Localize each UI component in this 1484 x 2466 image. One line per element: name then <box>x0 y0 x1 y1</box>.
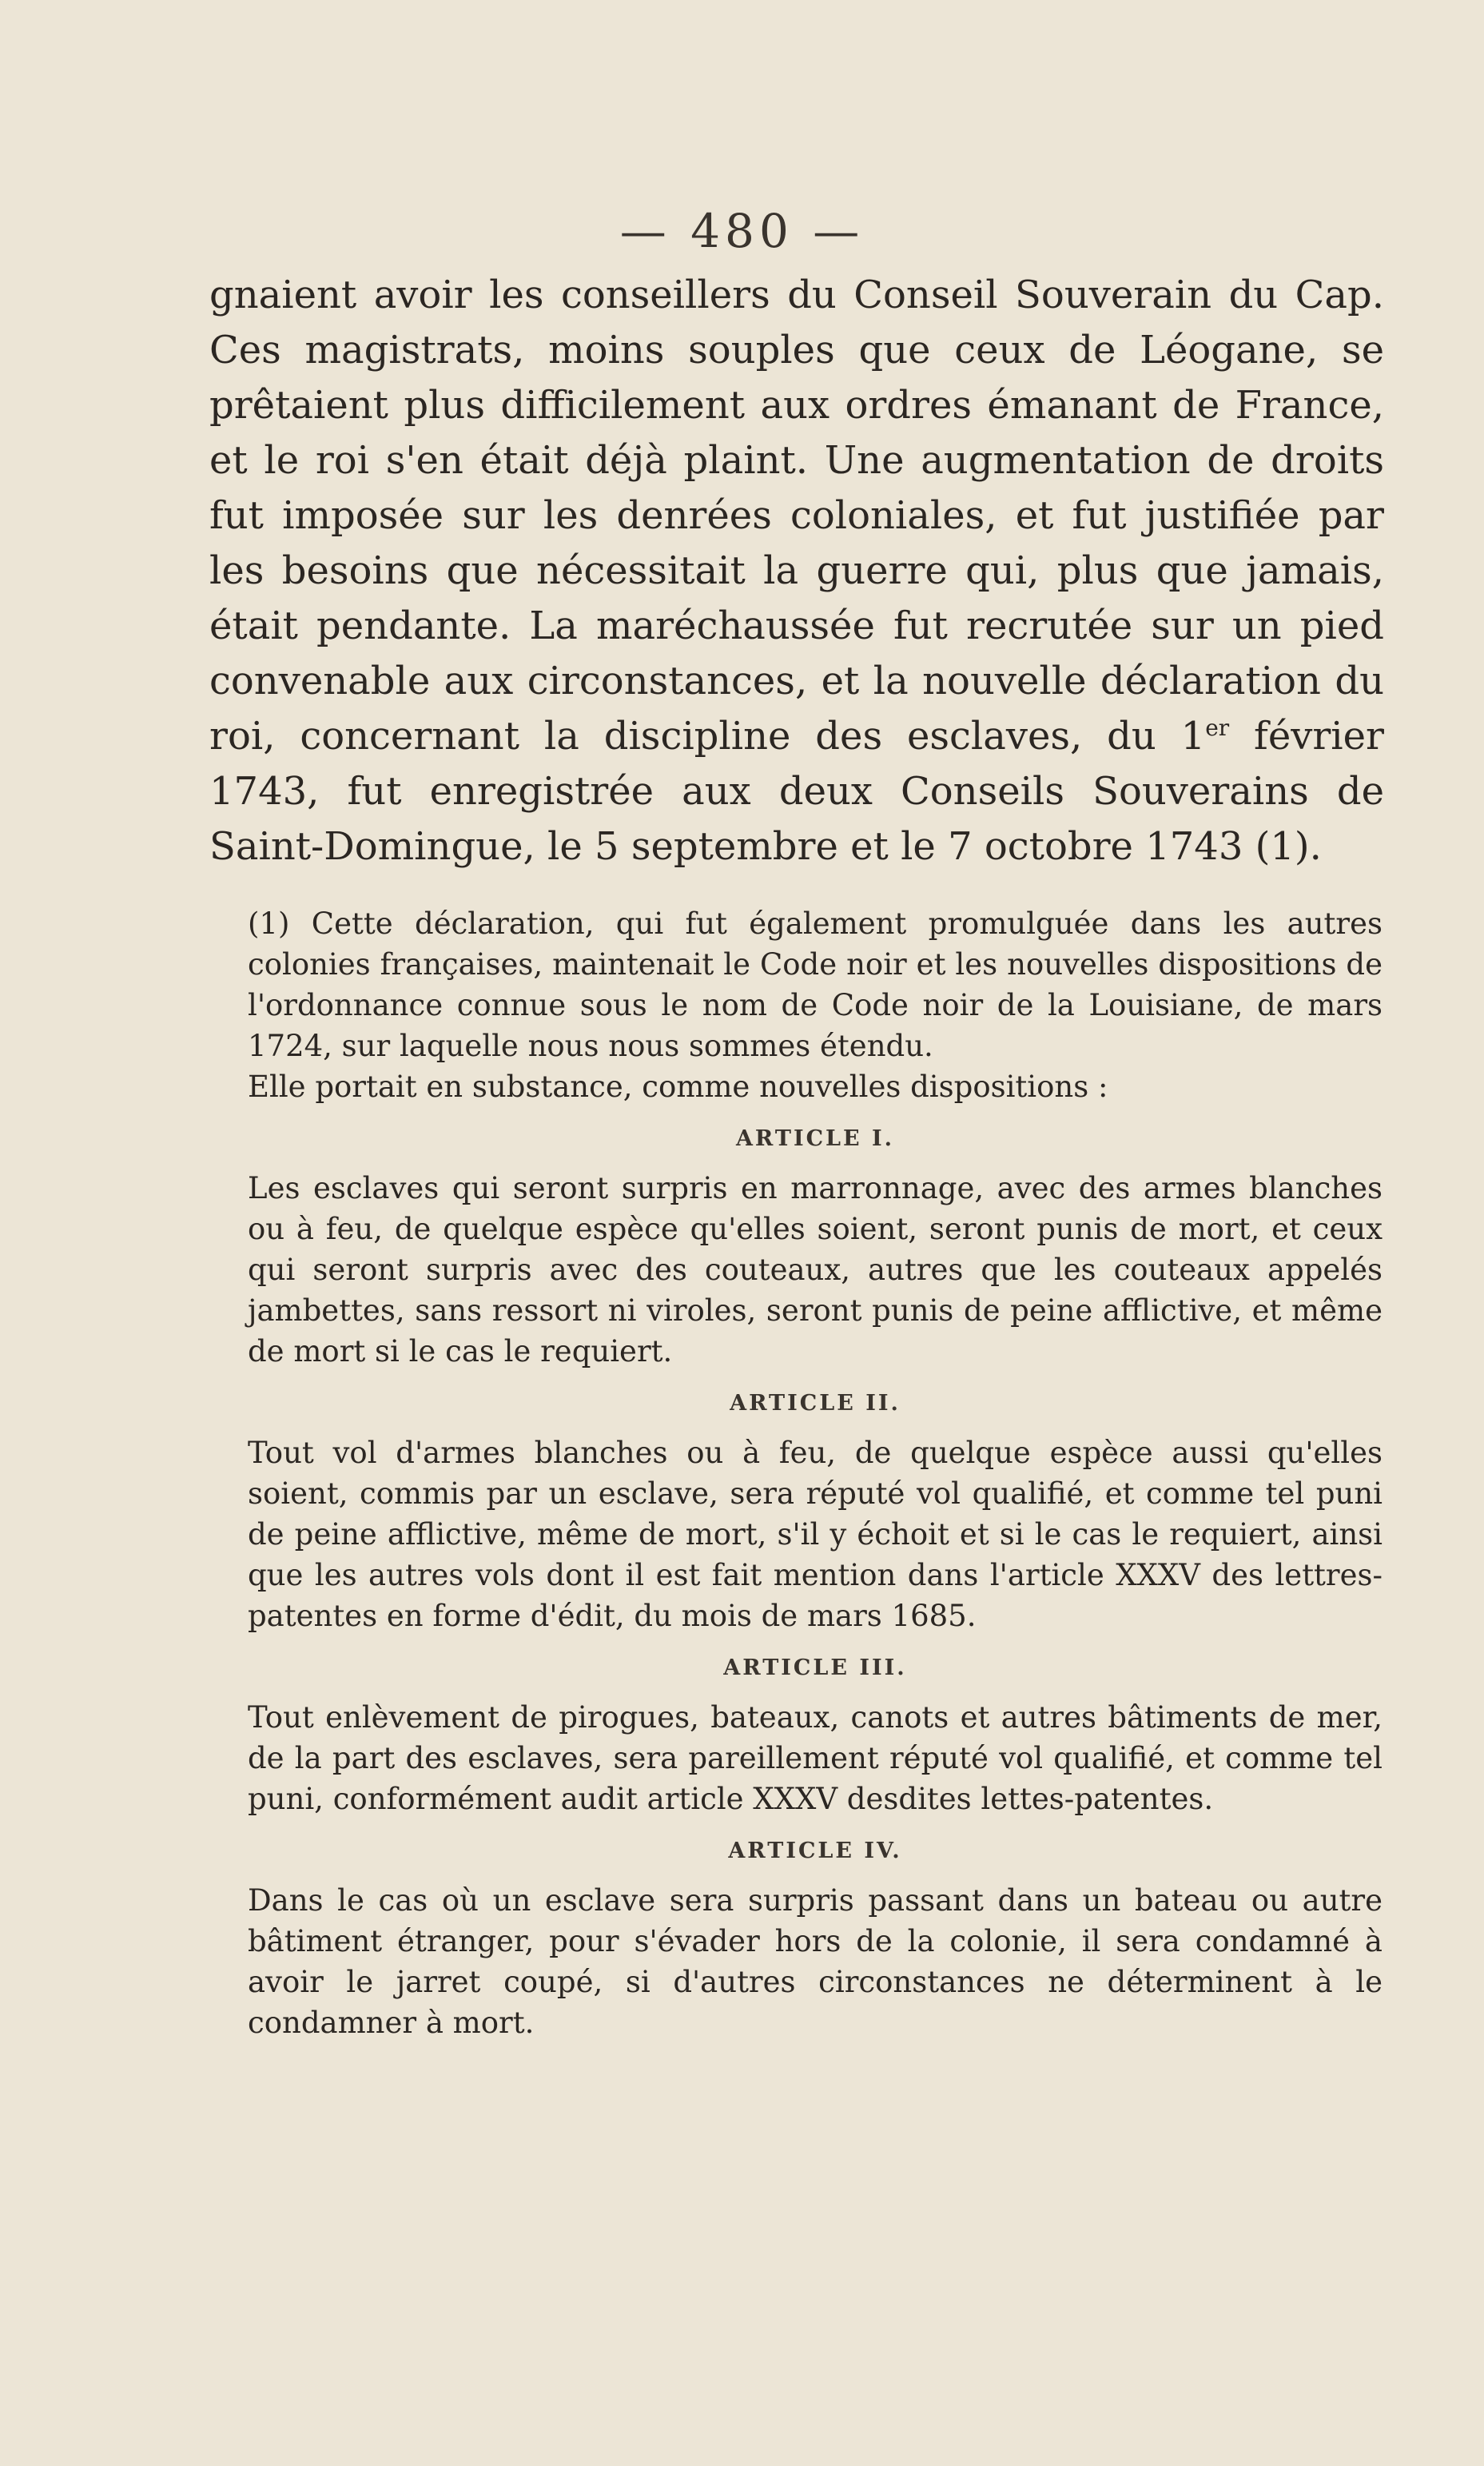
footnote-text: (1) Cette déclaration, qui fut également promulguée dans les autres colonies françaises, maintenait le Code noir et les nouvelles dispositions de l'ordonnance connue sous le nom de Code noir de la Louisiane, de mars 1724, sur laquelle nous nous sommes étendu. <box>248 906 1383 1063</box>
article-text: Tout enlèvement de pirogues, bateaux, canots et autres bâtiments de mer, de la part des esclaves, sera pareillement réputé vol qualifié, et comme tel puni, conformément audit article XXXV desdites lettes-patentes. <box>248 1700 1383 1816</box>
article-heading: ARTICLE III. <box>723 1655 907 1680</box>
article-heading: ARTICLE II. <box>730 1391 901 1416</box>
main-paragraph-end: février 1743, fut enregistrée aux deux Conseils Souverains de Saint-Domingue, le 5 septembre et le 7 octobre 1743 (1). <box>209 714 1384 869</box>
main-paragraph-text: gnaient avoir les conseillers du Conseil Souverain du Cap. Ces magistrats, moins souples que ceux de Léogane, se prêtaient plus difficilement aux ordres émanant de France, et le roi s'en était déjà plaint. Une augmentation de droits fut imposée sur les denrées coloniales, et fut justifiée par les besoins que nécessitait la guerre qui, plus que jamais, était pendante. La maréchaussée fut recrutée sur un pied convenable aux circonstances, et la nouvelle déclaration du roi, concernant la discipline des esclaves, du 1 <box>209 273 1384 759</box>
superscript-ordinal: er <box>1205 715 1230 741</box>
article-heading: ARTICLE IV. <box>728 1839 902 1863</box>
main-paragraph <box>209 268 1384 874</box>
article-heading: ARTICLE I. <box>735 1126 895 1151</box>
article-text: Dans le cas où un esclave sera surpris passant dans un bateau ou autre bâtiment étranger, pour s'évader hors de la colonie, il sera condamné à avoir le jarret coupé, si d'autres circonstances ne déterminent à le condamner à mort. <box>248 1883 1383 2040</box>
footnote <box>248 903 1383 2043</box>
article-text: Les esclaves qui seront surpris en marronnage, avec des armes blanches ou à feu, de quelque espèce qu'elles soient, seront punis de mort, et ceux qui seront surpris avec des couteaux, autres que les couteaux appelés jambettes, sans ressort ni viroles, seront punis de peine afflictive, et même de mort si le cas le requiert. <box>248 1171 1383 1368</box>
footnote-intro: Elle portait en substance, comme nouvelles dispositions : <box>248 1070 1108 1104</box>
page-number: — 480 — <box>619 204 865 258</box>
article-text: Tout vol d'armes blanches ou à feu, de quelque espèce aussi qu'elles soient, commis par un esclave, sera réputé vol qualifié, et comme tel puni de peine afflictive, même de mort, s'il y échoit et si le cas le requiert, ainsi que les autres vols dont il est fait mention dans l'article XXXV des lettres-patentes en forme d'édit, du mois de mars 1685. <box>248 1436 1383 1633</box>
